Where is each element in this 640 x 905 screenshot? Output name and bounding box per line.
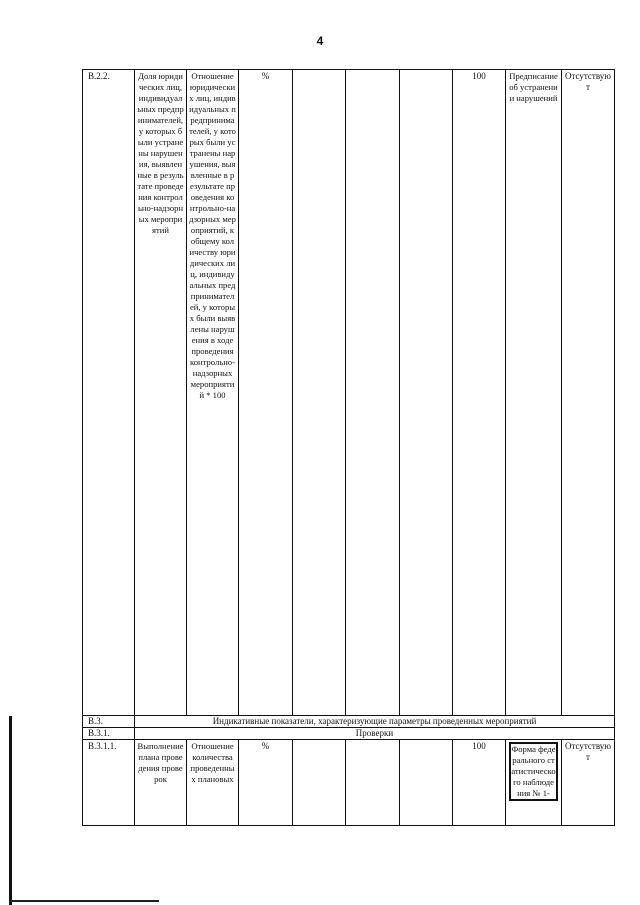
table-row-b3: [83, 716, 615, 728]
indicator-formula: Отношение юридических лиц, индивидуальных предпринимателей, у которых были устранены нарушения, выявленные в результате проведения контрольно-надзорных мероприятий, к общему количеству юридических лиц, индивидуальных предпринимателей, у которых были выявлены нарушения в ходе проведения контрольно-надзорных мероприятий * 100: [187, 70, 239, 716]
indicator-formula: Отношение количества проведенных плановых: [187, 740, 239, 826]
indicators-table: [82, 69, 615, 826]
indicator-comment: Отсутствуют: [562, 70, 615, 716]
indicator-value-6: [346, 70, 400, 716]
indicator-value-5: [293, 740, 346, 826]
scan-artifact-bottom-edge: [9, 900, 159, 902]
boxed-source-text: Форма федерального статистического наблюдения № 1-: [508, 741, 559, 802]
indicator-unit: %: [239, 740, 293, 826]
table-row-b311: [83, 740, 615, 826]
table-row-b31: [83, 728, 615, 740]
indicator-target: 100: [453, 70, 506, 716]
section-title: Индикативные показатели, характеризующие параметры проведенных мероприятий: [135, 716, 615, 728]
indicator-value-7: [400, 740, 453, 826]
indicator-name: Доля юридических лиц, индивидуальных предпринимателей, у которых были устранены нарушения, выявленные в результате проведения контрольно-надзорных мероприятий: [135, 70, 187, 716]
indicator-source: [506, 740, 562, 826]
indicator-value-5: [293, 70, 346, 716]
subsection-title: Проверки: [135, 728, 615, 740]
indicator-unit: %: [239, 70, 293, 716]
row-code: В.2.2.: [83, 70, 135, 716]
scan-artifact-left-edge: [9, 716, 12, 905]
indicator-value-6: [346, 740, 400, 826]
indicator-target: 100: [453, 740, 506, 826]
subsection-code: В.3.1.: [83, 728, 135, 740]
indicator-value-7: [400, 70, 453, 716]
table-row-b22: [83, 70, 615, 716]
page-number: 4: [316, 34, 324, 48]
indicator-source: Предписание об устранении нарушений: [506, 70, 562, 716]
indicator-name: Выполнение плана проведения проверок: [135, 740, 187, 826]
row-code: В.3.1.1.: [83, 740, 135, 826]
section-code: В.3.: [83, 716, 135, 728]
indicator-comment: Отсутствуют: [562, 740, 615, 826]
